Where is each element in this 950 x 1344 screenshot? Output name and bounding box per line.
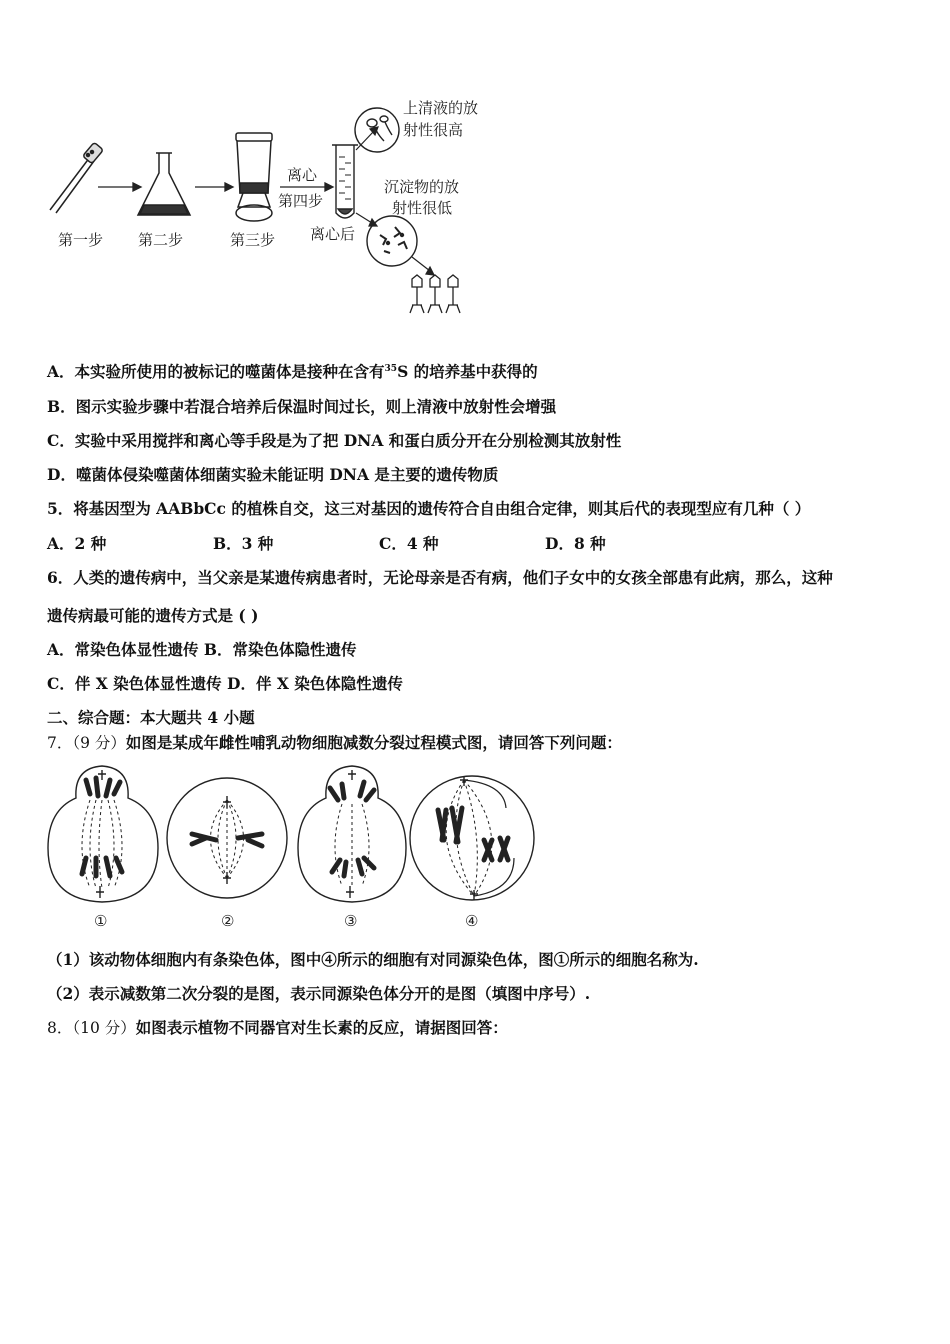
q5-options <box>47 532 711 554</box>
phage-experiment-figure <box>40 95 510 325</box>
q5-option-b: B．3 种 <box>213 534 274 553</box>
cell-1 <box>48 766 158 902</box>
cell-2 <box>167 778 287 898</box>
q4-option-c: C．实验中采用搅拌和离心等手段是为了把 DNA 和蛋白质分开在分别检测其放射性 <box>47 431 622 450</box>
test-tube-icon <box>332 145 358 218</box>
meiosis-cells-figure <box>44 760 544 932</box>
supernatant-text-1: 上清液的放 <box>403 99 479 117</box>
centrifuge-label: 离心 <box>287 166 318 184</box>
q6-options-row1: A．常染色体显性遗传 B．常染色体隐性遗传 <box>47 640 357 659</box>
supernatant-text-2: 射性很高 <box>403 121 464 139</box>
q8-stem: 8．（10 分）如图表示植物不同器官对生长素的反应，请据图回答： <box>47 1018 508 1037</box>
q6-stem-line1: 6．人类的遗传病中，当父亲是某遗传病患者时，无论母亲是否有病，他们子女中的女孩全部患有此病，那么，这种 <box>47 568 833 587</box>
progeny-phage-icons <box>410 275 460 313</box>
q7-stem: 7．（9 分）如图是某成年雌性哺乳动物细胞减数分裂过程模式图，请回答下列问题： <box>47 733 622 752</box>
q5-stem: 5．将基因型为 AABbCc 的植株自交，这三对基因的遗传符合自由组合定律，则其后代的表现型应有几种（ ） <box>47 499 811 518</box>
cell-1-label: ① <box>94 912 108 930</box>
step2-label: 第二步 <box>138 231 184 249</box>
cell-3-label: ③ <box>344 912 358 930</box>
q5-option-a: A．2 种 <box>47 534 107 553</box>
cell-2-label: ② <box>221 912 235 930</box>
q5-option-d: D．8 种 <box>545 534 606 553</box>
q5-option-c: C．4 种 <box>379 534 439 553</box>
q4-option-b: B．图示实验步骤中若混合培养后保温时间过长，则上清液中放射性会增强 <box>47 397 557 416</box>
step3-label: 第三步 <box>230 231 276 249</box>
sediment-text-2: 射性很低 <box>392 199 453 217</box>
q7-sub2: （2）表示减数第二次分裂的是图，表示同源染色体分开的是图（填图中序号）. <box>47 984 591 1003</box>
cell-4-label: ④ <box>465 912 479 930</box>
q4-option-d: D．噬菌体侵染噬菌体细菌实验未能证明 DNA 是主要的遗传物质 <box>47 465 499 484</box>
q4-option-a: A．本实验所使用的被标记的噬菌体是接种在含有$^{35}$S 的培养基中获得的 <box>47 362 538 381</box>
q6-stem-line2: 遗传病最可能的遗传方式是 ( ) <box>47 606 259 625</box>
step1-phage-icon <box>50 142 103 213</box>
sediment-circle <box>367 216 417 266</box>
cell-3 <box>298 766 406 902</box>
step2-flask-icon <box>138 153 190 215</box>
q6-options-row2: C．伴 X 染色体显性遗传 D．伴 X 染色体隐性遗传 <box>47 674 403 693</box>
after-centrifuge-label: 离心后 <box>310 225 356 243</box>
step1-label: 第一步 <box>58 231 104 249</box>
q7-sub1: （1）该动物体细胞内有条染色体，图中④所示的细胞有对同源染色体，图①所示的细胞名称为. <box>47 950 699 969</box>
step4-label: 第四步 <box>278 192 324 210</box>
section2-title: 二、综合题：本大题共 4 小题 <box>47 708 255 727</box>
step3-blender-icon <box>236 133 272 221</box>
cell-4 <box>410 776 534 900</box>
sediment-text-1: 沉淀物的放 <box>384 178 460 196</box>
